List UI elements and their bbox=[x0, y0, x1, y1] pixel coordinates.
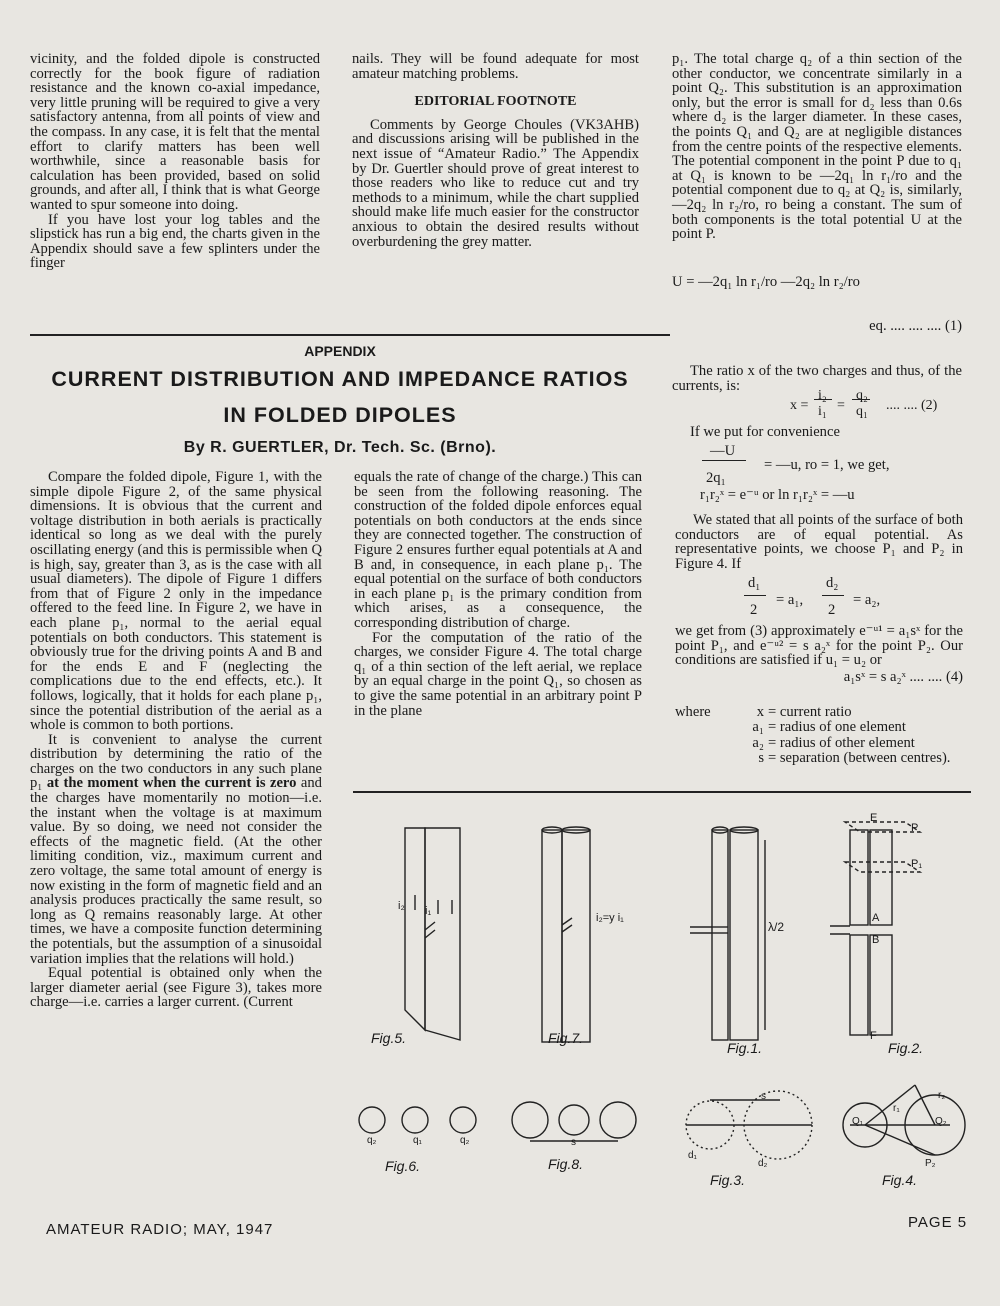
fig2-B-label: B bbox=[872, 934, 880, 946]
fig8-label: Fig.8. bbox=[548, 1156, 584, 1172]
fig5-label: Fig.5. bbox=[371, 1030, 407, 1046]
footer-publication: AMATEUR RADIO; MAY, 1947 bbox=[46, 1221, 274, 1238]
fig3-drawing bbox=[686, 1091, 812, 1159]
top-col3-para: p₁. The total charge q₂ of a thin section of the other conductor, we concentrate similarly in a point Q₂. This substitution is an approximation only, but the error is small for d₂ less than 0.6s where d₂ is the larger diameter. In these cases, the points Q₁ and Q₂ are at negligible distances from the centre points of the respective elements. The potential component in the point P due to q₁ at Q₁ is known to be —2q₁ ln r₁/ro and the potential component due to q₂ at Q₂ is, similarly, —2q₂ ln r₂/ro, ro being a constant. The sum of both components is the total potential U at the point P. bbox=[672, 51, 962, 243]
byline: By R. GUERTLER, Dr. Tech. Sc. (Brno). bbox=[183, 439, 497, 456]
fig4-P2-label: P₂ bbox=[925, 1158, 936, 1169]
body-col1-para-1: Compare the folded dipole, Figure 1, with the simple dipole Figure 2, of the same physical dimensions. It is obvious that the current and voltage distribution in both aerials is practically identical so long as we deal with the purely oscillating energy (and this is permissible when Q is high, say, greater than 3, as is the case with all usual diameters). The dipole of Figure 1 differs from that of Figure 2 only in the impedance offered to the feed line. In Figure 2, we have in each plane p₁, normal to the aerial equal potentials on both conductors. This statement is obviously true for the driving points A and B and for the ends E and F (neglecting the complications due to the end effects, etc.). It follows, logically, that it holds for each plane p₁, since the potential distribution of the aerial as a whole is common to both portions. bbox=[30, 469, 322, 734]
fig6-drawing bbox=[359, 1107, 476, 1133]
fig2-label: Fig.2. bbox=[888, 1040, 924, 1056]
fig2-P-label: P bbox=[911, 822, 919, 834]
fig6-q1-label: q₁ bbox=[413, 1135, 422, 1146]
body-col2-para-2: For the computation of the ratio of the charges, we consider Figure 4. The total charge q₁ of a thin section of the left aerial, we replace by an equal charge in the point Q₁, so chosen as to give the same potential in an arbitrary point P in the plane bbox=[354, 629, 642, 719]
fig4-r1-label: r₁ bbox=[893, 1103, 900, 1114]
fig7-yi-label: i₂=y i₁ bbox=[596, 912, 624, 924]
fig4-Q1-label: Q₁ bbox=[852, 1116, 864, 1127]
fig6-q2-label: q₂ bbox=[367, 1135, 377, 1146]
fig3-d2-label: d₂ bbox=[758, 1158, 768, 1169]
editorial-footnote-text: Comments by George Choules (VK3AHB) and discussions arising will be published in the next issue of “Amateur Radio.” The Appendix by Dr. Guertler should prove of great interest to those readers who like to reduce cut and try methods to a minimum, while the chart supplied should make life much easier for the constructor anxious to obtain the desired results without overburdening the grey matter. bbox=[352, 116, 639, 250]
def-row: x = current ratio bbox=[756, 704, 852, 720]
body-col1-para-2: It is convenient to analyse the current distribution by determining the ratio of the charges on the two conductors in any such plane p₁ at the moment when the current is zero and the charges have momentarily no motion—i.e. the instant when the voltage is at maximum value. By so doing, we need not consider the effects of the magnetic field. (At the other limiting condition, viz., maximum current and zero voltage, the same total amount of energy is now existing in the form of magnetic field and an analysis produces practically the same result, so long as Q remains reasonably large. At other times, we have a composite function determining the potentials, but the assumption of a sinusoidal variation implies that the relations will hold.) bbox=[30, 731, 322, 967]
fig4-r2-label: r₂ bbox=[938, 1090, 946, 1101]
footer-page-number: PAGE 5 bbox=[908, 1214, 968, 1231]
equation-3: —U 2q₁ = —u, ro = 1, we get, r₁r₂ˣ = e⁻ᵘ or ln r₁r₂ˣ = —u bbox=[700, 443, 890, 503]
def-row: s = separation (between centres). bbox=[758, 750, 951, 767]
body-column-3 bbox=[675, 513, 963, 571]
fig5-i2-label: i₂ bbox=[398, 900, 405, 912]
body-column-1 bbox=[30, 470, 322, 1010]
top-column-1 bbox=[30, 52, 320, 271]
figures-divider bbox=[353, 791, 971, 793]
equation-4: d₁ 2 = a₁, d₂ 2 = a₂, bbox=[720, 575, 960, 728]
article-title-line-1: CURRENT DISTRIBUTION AND IMPEDANCE RATIOS bbox=[51, 367, 629, 391]
equation-5: a₁sˣ = s a₂ˣ .... .... (4) bbox=[843, 668, 963, 685]
equation-2: x = i₂ i₁ = q₂ q₁ .... .... (2) bbox=[790, 388, 938, 419]
where-label: where bbox=[675, 704, 711, 720]
fig8-drawing bbox=[512, 1102, 636, 1141]
body-column-3b bbox=[675, 624, 963, 684]
fig7-label: Fig.7. bbox=[548, 1030, 584, 1046]
fig2-drawing bbox=[830, 822, 923, 1035]
fig2-F-label: F bbox=[870, 1030, 877, 1042]
fig1-label: Fig.1. bbox=[727, 1040, 763, 1056]
editorial-footnote-title: EDITORIAL FOOTNOTE bbox=[414, 94, 577, 110]
fig4-Q2-label: Q₂ bbox=[935, 1116, 947, 1127]
figures-panel bbox=[350, 800, 980, 1200]
body-column-2 bbox=[354, 470, 642, 718]
fig5-drawing bbox=[405, 828, 460, 1040]
fig2-P1-label: P₁ bbox=[911, 858, 923, 870]
fig3-s-label: s bbox=[761, 1091, 766, 1102]
top-divider bbox=[30, 334, 670, 336]
fig4-label: Fig.4. bbox=[882, 1172, 918, 1188]
fig2-E-label: E bbox=[870, 812, 878, 824]
fig8-s-label: s bbox=[571, 1137, 576, 1148]
fig7-drawing bbox=[542, 827, 590, 1042]
convenience-line: If we put for convenience bbox=[690, 424, 840, 440]
fig5-i1-label: i₁ bbox=[425, 905, 432, 917]
definitions-list bbox=[730, 705, 965, 767]
equation-1: U = —2q₁ ln r₁/ro —2q₂ ln r₂/ro eq. .... .... .... (1) bbox=[672, 273, 962, 334]
fig1-drawing bbox=[690, 827, 765, 1040]
def-row: a₁ = radius of one element bbox=[752, 719, 906, 736]
top-col1-para-2: If you have lost your log tables and the slipstick has run a big end, the charts given in the Appendix should save a few splinters under the finger bbox=[30, 211, 320, 272]
body-col3-para-2: we get from (3) approximately e⁻ᵘ¹ = a₁sˣ for the point P₁, and e⁻ᵘ² = s a₂ˣ for the point P₂. Our conditions are satisfied if u₁ = u₂ or bbox=[675, 623, 963, 669]
fig6-q2b-label: q₂ bbox=[460, 1135, 470, 1146]
body-col2-para-1: equals the rate of change of the charge.) This can be seen from the following reasoning. The construction of the folded dipole enforces equal potentials on both conductors at the ends since they are connected together. The construction of Figure 2 ensures further equal potentials at A and B and, in consequence, in each plane p₁. The equal potential on the surface of both conductors in each plane p₁ is the primary condition from which arises, as a consequence, the corresponding distribution of charge. bbox=[354, 469, 642, 631]
article-title-line-2: IN FOLDED DIPOLES bbox=[223, 403, 457, 427]
top-column-3 bbox=[672, 52, 962, 394]
appendix-label: APPENDIX bbox=[304, 343, 376, 359]
fig2-A-label: A bbox=[872, 912, 880, 924]
fig6-label: Fig.6. bbox=[385, 1158, 421, 1174]
top-col2-lead: nails. They will be found adequate for most amateur matching problems. bbox=[352, 51, 639, 82]
ratio-text: The ratio x of the two charges and thus, of the currents, is: bbox=[672, 363, 962, 395]
top-col1-para-1: vicinity, and the folded dipole is constructed correctly for the book figure of radiation resistance and the known co-axial impedance, very little pruning will be required to give a very satisfactory antenna, from all points of view and the compass. In any case, it is felt that the mental effort to clarify matters has been well worthwhile, since a reasonable basis for calculation has been provided, based on solid grounds, and after all, I think that is what George wanted to spur someone into doing. bbox=[30, 51, 320, 213]
fig3-d1-label: d₁ bbox=[688, 1150, 697, 1161]
fig3-label: Fig.3. bbox=[710, 1172, 746, 1188]
def-row: a₂ = radius of other element bbox=[752, 734, 915, 751]
body-col3-para-1: We stated that all points of the surface of both conductors are of equal potential. As representative points, we choose P₁ and P₂ in Figure 4. If bbox=[675, 512, 963, 572]
body-col1-para-3: Equal potential is obtained only when the larger diameter aerial (see Figure 3), takes more charge—i.e. carries a larger current. (Current bbox=[30, 965, 322, 1011]
top-column-2 bbox=[352, 52, 639, 249]
fig1-lambda-label: λ/2 bbox=[768, 920, 785, 934]
